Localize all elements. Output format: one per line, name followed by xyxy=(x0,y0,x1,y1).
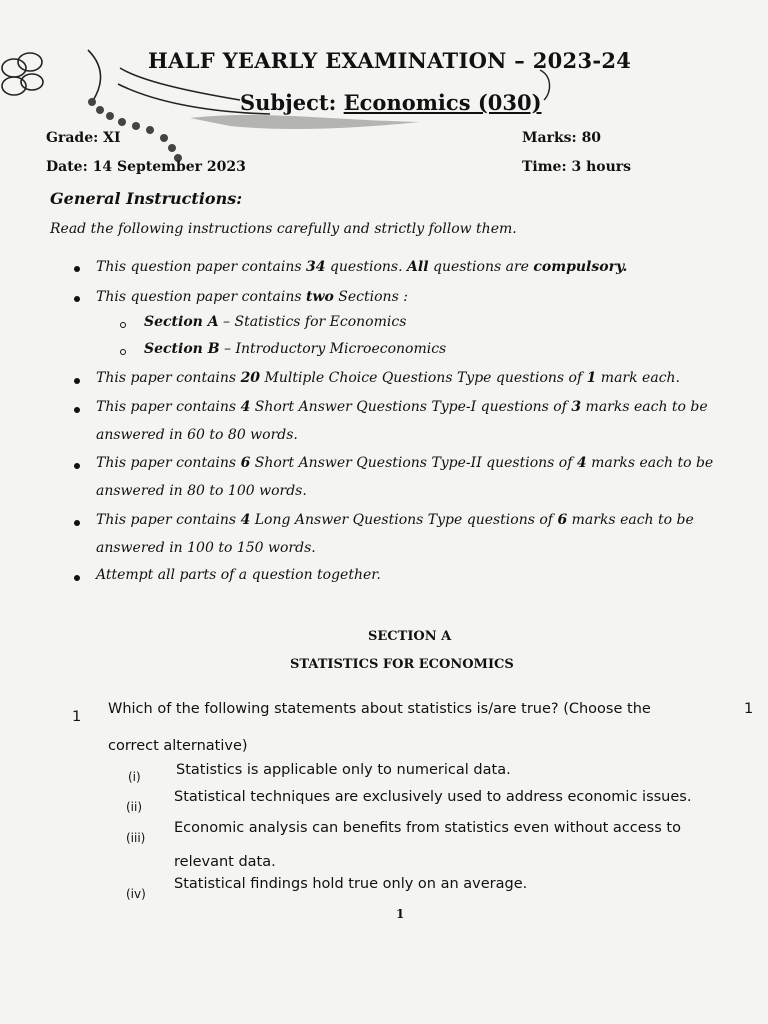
question-text: Which of the following statements about statistics is/are true? (Choose the xyxy=(108,701,651,717)
bullet-icon xyxy=(74,463,80,469)
instruction-item: This paper contains 6 Short Answer Questions Type-II questions of 4 marks each to be xyxy=(96,455,714,471)
option-text-continued: relevant data. xyxy=(174,854,276,870)
instruction-item: This paper contains 4 Short Answer Questions Type-I questions of 3 marks each to be xyxy=(96,399,708,415)
instruction-item-continued: answered in 80 to 100 words. xyxy=(96,483,307,499)
instruction-item: This question paper contains 34 questions. All questions are compulsory. xyxy=(96,259,628,275)
bullet-icon xyxy=(74,266,80,272)
section-item: Section A – Statistics for Economics xyxy=(144,314,407,330)
question-number: 1 xyxy=(72,709,82,725)
subject-label: Subject: xyxy=(240,90,337,115)
sub-bullet-icon xyxy=(120,322,126,328)
subject-line xyxy=(240,90,542,115)
exam-date: Date: 14 September 2023 xyxy=(46,159,246,175)
question-marks: 1 xyxy=(744,701,754,717)
option-label: (ii) xyxy=(126,800,143,814)
option-text: Economic analysis can benefits from statistics even without access to xyxy=(174,820,681,836)
instruction-item-continued: answered in 100 to 150 words. xyxy=(96,540,316,556)
section-subheading: STATISTICS FOR ECONOMICS xyxy=(290,657,514,672)
option-label: (iii) xyxy=(126,831,146,845)
grade: Grade: XI xyxy=(46,130,121,146)
instruction-item: Attempt all parts of a question together. xyxy=(96,567,381,583)
page-number: 1 xyxy=(396,907,405,921)
instructions-heading: General Instructions: xyxy=(50,189,243,208)
question-text-continued: correct alternative) xyxy=(108,738,248,754)
exam-title: HALF YEARLY EXAMINATION – 2023-24 xyxy=(148,48,632,73)
option-text: Statistics is applicable only to numerical data. xyxy=(176,762,511,778)
option-label: (iv) xyxy=(126,887,146,901)
bullet-icon xyxy=(74,407,80,413)
option-text: Statistical findings hold true only on an average. xyxy=(174,876,528,892)
subject-value: Economics (030) xyxy=(343,90,542,115)
instruction-item-continued: answered in 60 to 80 words. xyxy=(96,427,298,443)
bullet-icon xyxy=(74,378,80,384)
bullet-icon xyxy=(74,575,80,581)
instruction-item: This paper contains 4 Long Answer Questions Type questions of 6 marks each to be xyxy=(96,512,694,528)
sub-bullet-icon xyxy=(120,349,126,355)
section-heading: SECTION A xyxy=(368,629,452,644)
section-item: Section B – Introductory Microeconomics xyxy=(144,341,447,357)
bullet-icon xyxy=(74,520,80,526)
instruction-item: This paper contains 20 Multiple Choice Questions Type questions of 1 mark each. xyxy=(96,370,680,386)
option-text: Statistical techniques are exclusively used to address economic issues. xyxy=(174,789,692,805)
instruction-item: This question paper contains two Sections : xyxy=(96,289,408,305)
bullet-icon xyxy=(74,296,80,302)
exam-time: Time: 3 hours xyxy=(522,159,632,175)
option-label: (i) xyxy=(128,770,141,784)
marks: Marks: 80 xyxy=(522,130,602,146)
instructions-intro: Read the following instructions carefully and strictly follow them. xyxy=(50,221,517,237)
